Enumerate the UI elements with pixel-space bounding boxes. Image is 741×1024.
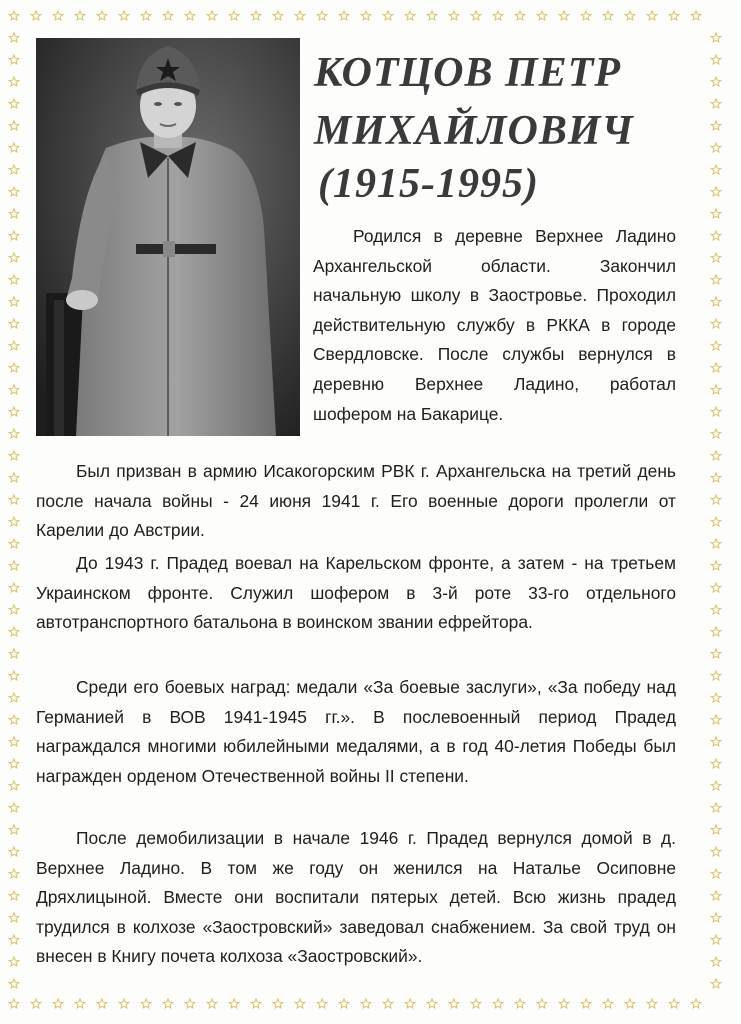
star-icon [9, 473, 19, 482]
star-icon [251, 999, 261, 1008]
portrait-photo [36, 38, 300, 436]
star-icon [711, 671, 721, 680]
star-icon [711, 495, 721, 504]
star-icon [9, 935, 19, 944]
star-icon [515, 11, 525, 20]
star-icon [9, 649, 19, 658]
star-icon [229, 11, 239, 20]
star-icon [9, 999, 19, 1008]
star-icon [711, 759, 721, 768]
star-icon [9, 847, 19, 856]
star-icon [9, 55, 19, 64]
star-icon [711, 253, 721, 262]
star-icon [31, 999, 41, 1008]
paragraph-awards: Среди его боевых наград: медали «За боевые заслуги», «За победу над Германией в ВОВ 1941-1945 гг.». В послевоенный период Прадед награждался многими юбилейными медалями, а в год 40-летия Победы был награжден орденом Отечественной войны II степени. [36, 677, 676, 786]
star-icon [361, 11, 371, 20]
star-icon [317, 11, 327, 20]
star-icon [537, 999, 547, 1008]
star-icon [647, 999, 657, 1008]
star-icon [711, 209, 721, 218]
star-icon [9, 209, 19, 218]
star-icon [295, 11, 305, 20]
star-icon [9, 33, 19, 42]
star-icon [207, 11, 217, 20]
star-icon [53, 11, 63, 20]
star-icon [9, 671, 19, 680]
star-icon [361, 999, 371, 1008]
star-icon [251, 11, 261, 20]
star-icon [449, 999, 459, 1008]
star-icon [711, 363, 721, 372]
star-icon [711, 275, 721, 284]
soldier-portrait-icon [36, 38, 300, 436]
star-icon [9, 451, 19, 460]
star-icon [711, 913, 721, 922]
star-icon [273, 999, 283, 1008]
star-icon [9, 781, 19, 790]
star-icon [711, 231, 721, 240]
star-icon [449, 11, 459, 20]
star-icon [163, 11, 173, 20]
star-icon [295, 999, 305, 1008]
star-icon [711, 627, 721, 636]
person-name [314, 44, 719, 160]
star-icon [9, 319, 19, 328]
star-icon [711, 319, 721, 328]
star-icon [711, 605, 721, 614]
star-icon [711, 935, 721, 944]
star-icon [537, 11, 547, 20]
star-icon [711, 715, 721, 724]
star-icon [711, 693, 721, 702]
star-icon [9, 891, 19, 900]
star-icon [711, 781, 721, 790]
star-icon [559, 11, 569, 20]
star-icon [515, 999, 525, 1008]
star-icon [9, 825, 19, 834]
star-icon [9, 341, 19, 350]
star-icon [9, 957, 19, 966]
star-icon [97, 11, 107, 20]
star-icon [405, 11, 415, 20]
star-icon [581, 11, 591, 20]
star-icon [9, 297, 19, 306]
star-icon [471, 999, 481, 1008]
star-icon [711, 847, 721, 856]
star-icon [711, 825, 721, 834]
star-icon [711, 891, 721, 900]
star-icon [711, 341, 721, 350]
star-icon [383, 11, 393, 20]
star-icon [711, 429, 721, 438]
star-icon [711, 869, 721, 878]
person-surname-line: КОТЦОВ ПЕТР [314, 50, 622, 96]
star-icon [625, 999, 635, 1008]
star-icon [9, 979, 19, 988]
star-icon [9, 231, 19, 240]
person-patronymic-line: МИХАЙЛОВИЧ [314, 108, 634, 154]
star-icon [9, 561, 19, 570]
star-icon [207, 999, 217, 1008]
star-icon [9, 517, 19, 526]
star-icon [711, 33, 721, 42]
star-icon [647, 11, 657, 20]
star-icon [9, 77, 19, 86]
star-icon [711, 517, 721, 526]
star-icon [31, 11, 41, 20]
star-icon [9, 759, 19, 768]
star-icon [9, 715, 19, 724]
star-icon [9, 407, 19, 416]
star-icon [9, 539, 19, 548]
star-icon [471, 11, 481, 20]
star-icon [75, 11, 85, 20]
star-icon [9, 121, 19, 130]
star-icon [9, 869, 19, 878]
star-icon [711, 979, 721, 988]
star-icon [711, 385, 721, 394]
paragraph-postwar: После демобилизации в начале 1946 г. Прадед вернулся домой в д. Верхнее Ладино. В том же году он женился на Наталье Осиповне Дряхлицыной. Вместе они воспитали пятерых детей. Всю жизнь прадед трудился в колхозе «Заостровский» заведовал снабжением. За свой труд он внесен в Книгу почета колхоза «Заостровский». [36, 828, 676, 967]
star-icon [711, 539, 721, 548]
star-icon [711, 561, 721, 570]
star-icon [9, 803, 19, 812]
star-icon [711, 957, 721, 966]
star-icon [711, 649, 721, 658]
star-icon [9, 583, 19, 592]
star-icon [119, 999, 129, 1008]
star-icon [317, 999, 327, 1008]
star-icon [711, 473, 721, 482]
star-icon [493, 11, 503, 20]
star-icon [9, 385, 19, 394]
star-icon [229, 999, 239, 1008]
star-icon [163, 999, 173, 1008]
star-icon [711, 737, 721, 746]
star-icon [427, 11, 437, 20]
star-icon [691, 11, 701, 20]
star-icon [339, 11, 349, 20]
paragraph-conscription: Был призван в армию Исакогорским РВК г. Архангельска на третий день после начала войны - 24 июня 1941 г. Его военные дороги пролегли от Карелии до Австрии. [36, 461, 676, 541]
star-icon [9, 693, 19, 702]
star-icon [185, 11, 195, 20]
paragraph-service: До 1943 г. Прадед воевал на Карельском фронте, а затем - на третьем Украинском фронте. Служил шофером в 3-й роте 33-го отдельного автотранспортного батальона в воинском звании ефрейтора. [36, 553, 676, 633]
star-icon [691, 999, 701, 1008]
star-icon [711, 803, 721, 812]
star-icon [9, 605, 19, 614]
star-icon [9, 737, 19, 746]
star-icon [669, 999, 679, 1008]
star-icon [711, 451, 721, 460]
star-icon [625, 11, 635, 20]
star-icon [427, 999, 437, 1008]
star-icon [9, 165, 19, 174]
star-icon [383, 999, 393, 1008]
star-icon [9, 253, 19, 262]
star-icon [273, 11, 283, 20]
star-icon [405, 999, 415, 1008]
star-icon [559, 999, 569, 1008]
star-icon [669, 11, 679, 20]
life-years: (1915-1995) [318, 161, 539, 207]
star-icon [9, 99, 19, 108]
star-icon [9, 495, 19, 504]
star-icon [493, 999, 503, 1008]
star-icon [603, 999, 613, 1008]
star-icon [97, 999, 107, 1008]
star-icon [711, 583, 721, 592]
star-icon [141, 999, 151, 1008]
star-icon [711, 407, 721, 416]
star-icon [75, 999, 85, 1008]
star-icon [9, 11, 19, 20]
star-icon [581, 999, 591, 1008]
star-icon [9, 143, 19, 152]
star-icon [53, 999, 63, 1008]
star-icon [119, 11, 129, 20]
star-icon [9, 363, 19, 372]
star-icon [711, 297, 721, 306]
star-icon [141, 11, 151, 20]
star-icon [603, 11, 613, 20]
star-icon [185, 999, 195, 1008]
paragraph-birth: Родился в деревне Верхнее Ладино Архангельской области. Закончил начальную школу в Заостровье. Проходил действительную службу в РККА в городе Свердловске. После службы вернулся в деревню Верхнее Ладино, работал шофером на Бакарице. [313, 226, 676, 424]
star-icon [9, 275, 19, 284]
star-icon [339, 999, 349, 1008]
star-icon [9, 913, 19, 922]
star-icon [9, 187, 19, 196]
star-icon [9, 627, 19, 636]
star-icon [9, 429, 19, 438]
